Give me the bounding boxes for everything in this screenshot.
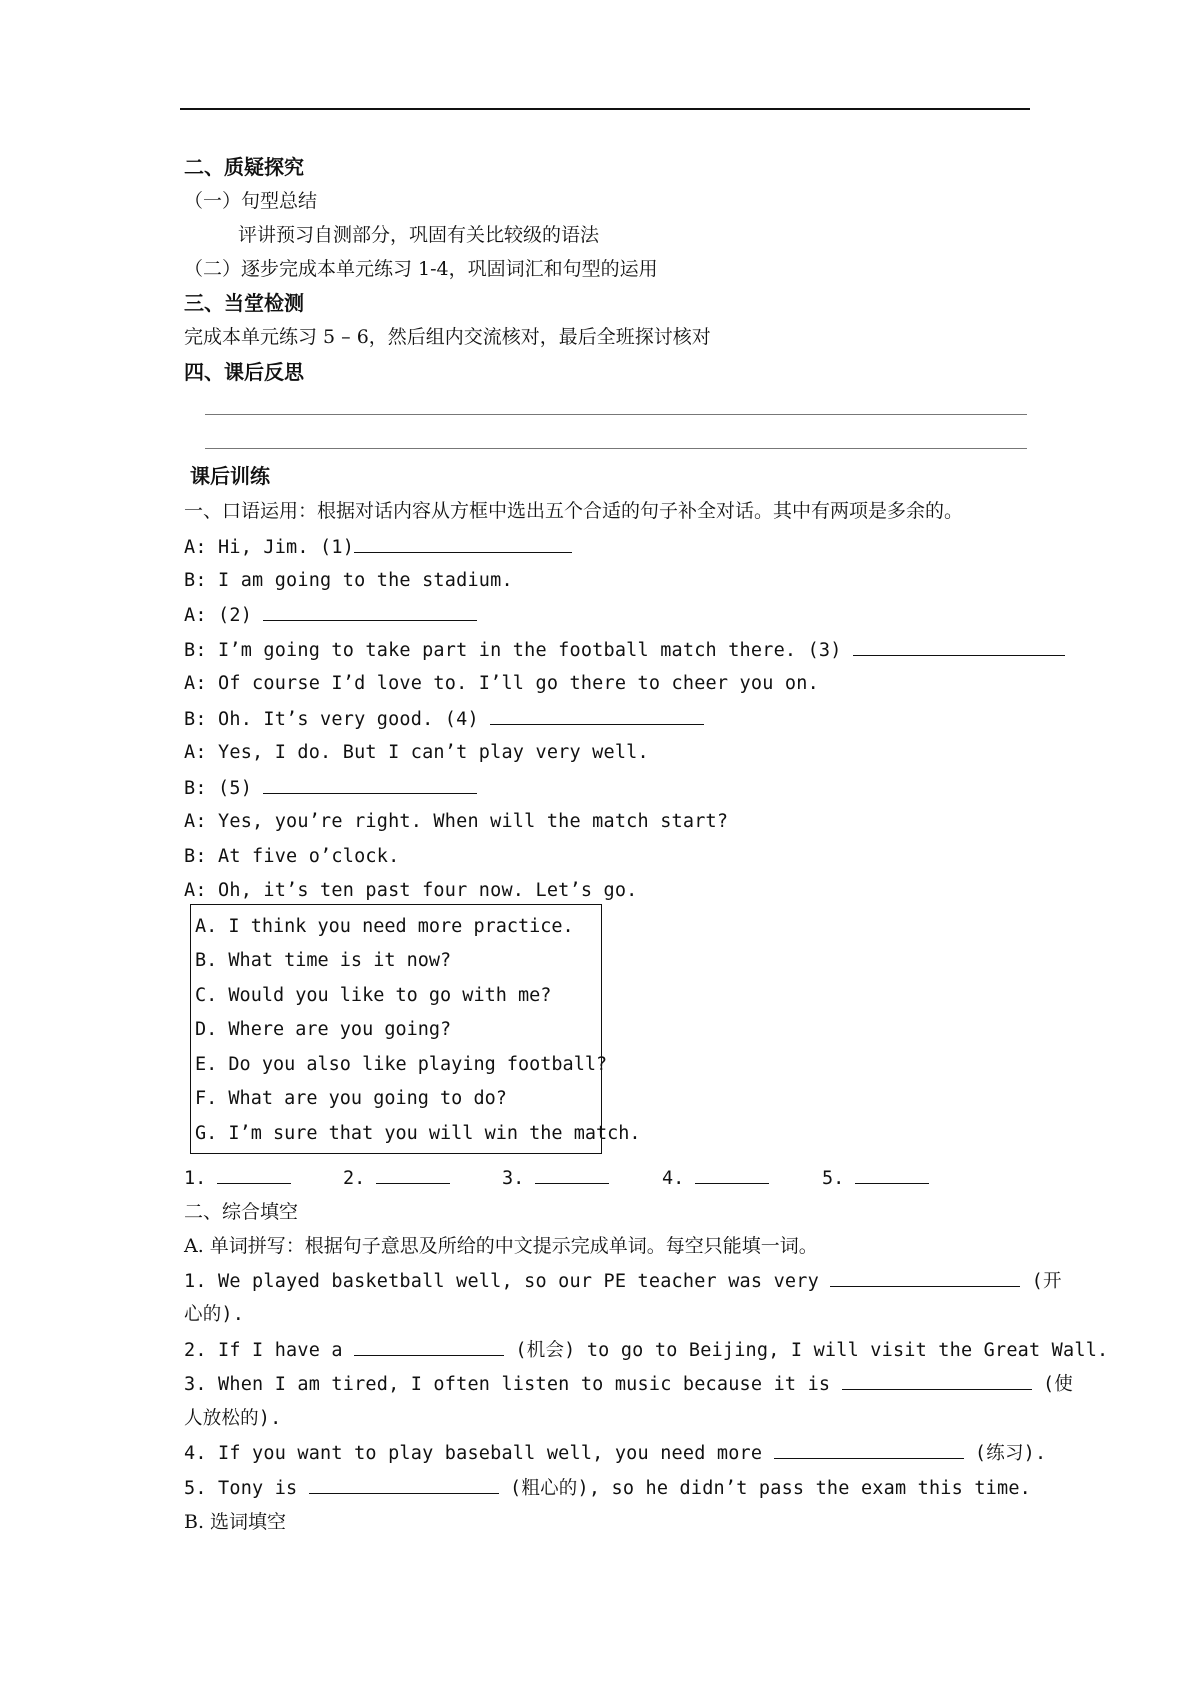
section-heading-reflection: 四、课后反思 [184,360,304,384]
blank-1[interactable] [354,534,572,553]
section-text-check: 完成本单元练习 5 – 6，然后组内交流核对，最后全班探讨核对 [184,326,711,348]
partA-title: A. 单词拼写：根据句子意思及所给的中文提示完成单词。每空只能填一词。 [184,1235,818,1257]
answer-5: 5. [822,1165,929,1192]
header-rule [180,108,1030,110]
choice-f: F. What are you going to do? [195,1088,507,1109]
partB-title: B. 选词填空 [184,1511,287,1533]
dialogue-line-7: A: Yes, I do. But I can’t play very well. [184,742,649,763]
reflection-line-1[interactable] [205,414,1027,415]
answer-blank-1[interactable] [217,1165,291,1184]
spelling-blank-1[interactable] [830,1268,1020,1287]
choice-c: C. Would you like to go with me? [195,985,552,1006]
blank-3[interactable] [853,637,1065,656]
spelling-blank-5[interactable] [309,1475,499,1494]
dialogue-line-3: A: (2) [184,602,477,629]
choice-e: E. Do you also like playing football? [195,1054,608,1075]
dialogue-line-2: B: I am going to the stadium. [184,570,513,591]
spelling-blank-3[interactable] [842,1371,1032,1390]
dialogue-line-6: B: Oh. It’s very good. (4) [184,706,704,733]
spelling-line-5: 5. Tony is (粗心的), so he didn’t pass the exam this time. [184,1475,1031,1502]
choice-b: B. What time is it now? [195,950,452,971]
homework-heading: 课后训练 [190,464,270,488]
blank-5[interactable] [263,775,477,794]
answer-blank-5[interactable] [855,1165,929,1184]
spelling-blank-2[interactable] [354,1337,504,1356]
blank-2[interactable] [263,602,477,621]
spelling-line-4: 4. If you want to play baseball well, you need more (练习). [184,1440,1046,1467]
spelling-line-2: 2. If I have a (机会) to go to Beijing, I will visit the Great Wall. [184,1337,1108,1364]
spelling-line-3: 3. When I am tired, I often listen to music because it is (使 [184,1371,1073,1398]
part2-title: 二、综合填空 [184,1201,299,1223]
blank-4[interactable] [490,706,704,725]
dialogue-line-9: A: Yes, you’re right. When will the match start? [184,811,729,832]
answer-2: 2. [343,1165,450,1192]
dialogue-line-11: A: Oh, it’s ten past four now. Let’s go. [184,880,638,901]
subsection-text-exercises: （二）逐步完成本单元练习 1-4，巩固词汇和句型的运用 [184,258,658,280]
section-heading-check: 三、当堂检测 [184,291,304,315]
answer-4: 4. [662,1165,769,1192]
spelling-line-3-cont: 人放松的). [184,1408,282,1429]
spelling-line-1-cont: 心的). [184,1304,245,1325]
subsection-label-sentence-summary: （一）句型总结 [184,190,318,212]
dialogue-line-1: A: Hi, Jim. (1) [184,534,572,561]
section-heading-inquiry: 二、质疑探究 [184,155,304,179]
answer-blank-4[interactable] [695,1165,769,1184]
part1-title: 一、口语运用：根据对话内容从方框中选出五个合适的句子补全对话。其中有两项是多余的。 [184,500,964,522]
answer-blank-2[interactable] [376,1165,450,1184]
choice-d: D. Where are you going? [195,1019,452,1040]
choices-box [190,904,641,1154]
spelling-blank-4[interactable] [774,1440,964,1459]
answer-blank-3[interactable] [535,1165,609,1184]
spelling-line-1: 1. We played basketball well, so our PE teacher was very (开 [184,1268,1062,1295]
dialogue-line-10: B: At five o’clock. [184,846,400,867]
choice-a: A. I think you need more practice. [195,916,574,937]
choice-g: G. I’m sure that you will win the match. [195,1123,641,1144]
reflection-line-2[interactable] [205,448,1027,449]
dialogue-line-5: A: Of course I’d love to. I’ll go there to cheer you on. [184,673,819,694]
answer-1: 1. [184,1165,291,1192]
answer-3: 3. [502,1165,609,1192]
dialogue-line-4: B: I’m going to take part in the football match there. (3) [184,637,1065,664]
dialogue-line-8: B: (5) [184,775,477,802]
subsection-text-review: 评讲预习自测部分，巩固有关比较级的语法 [238,224,600,246]
